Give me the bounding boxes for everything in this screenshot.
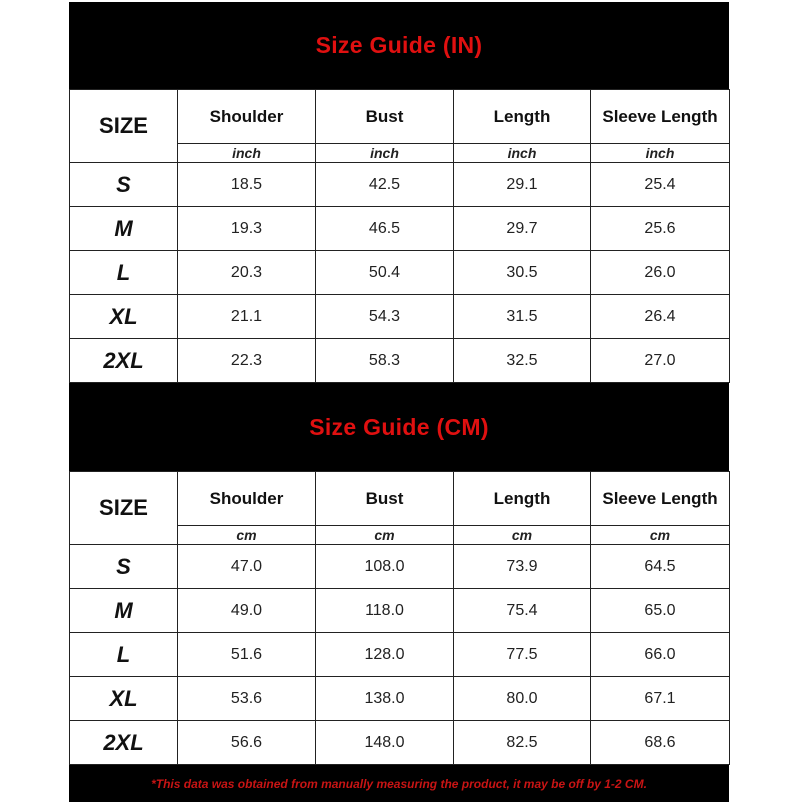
column-header: Bust (316, 90, 454, 144)
measurement-cell: 58.3 (316, 339, 454, 383)
measurement-cell: 53.6 (178, 677, 316, 721)
measurement-cell: 67.1 (591, 677, 730, 721)
size-label: 2XL (70, 721, 178, 765)
size-table (69, 471, 730, 765)
measurement-cell: 29.7 (454, 207, 591, 251)
footer-note-band (69, 765, 729, 802)
section-title: Size Guide (CM) (309, 413, 489, 440)
measurement-cell: 25.4 (591, 163, 730, 207)
size-label: 2XL (70, 339, 178, 383)
size-label: XL (70, 295, 178, 339)
table-row (70, 677, 730, 721)
section-title-band (69, 2, 729, 89)
measurement-cell: 118.0 (316, 589, 454, 633)
measurement-cell: 75.4 (454, 589, 591, 633)
size-label: M (70, 589, 178, 633)
size-table (69, 89, 730, 383)
measurement-cell: 21.1 (178, 295, 316, 339)
measurement-cell: 50.4 (316, 251, 454, 295)
measurement-cell: 20.3 (178, 251, 316, 295)
measurement-cell: 82.5 (454, 721, 591, 765)
measurement-cell: 25.6 (591, 207, 730, 251)
measurement-cell: 80.0 (454, 677, 591, 721)
size-label: M (70, 207, 178, 251)
measurement-cell: 46.5 (316, 207, 454, 251)
measurement-cell: 51.6 (178, 633, 316, 677)
size-column-header: SIZE (70, 472, 178, 545)
unit-label: cm (591, 526, 730, 545)
measurement-cell: 22.3 (178, 339, 316, 383)
measurement-cell: 64.5 (591, 545, 730, 589)
size-label: S (70, 163, 178, 207)
measurement-cell: 66.0 (591, 633, 730, 677)
size-label: S (70, 545, 178, 589)
size-column-header: SIZE (70, 90, 178, 163)
measurement-cell: 31.5 (454, 295, 591, 339)
table-row (70, 251, 730, 295)
size-label: L (70, 633, 178, 677)
measurement-cell: 128.0 (316, 633, 454, 677)
measurement-cell: 30.5 (454, 251, 591, 295)
column-header: Sleeve Length (591, 90, 730, 144)
measurement-cell: 18.5 (178, 163, 316, 207)
column-header: Bust (316, 472, 454, 526)
table-row (70, 545, 730, 589)
unit-label: cm (454, 526, 591, 545)
unit-label: inch (316, 144, 454, 163)
measurement-cell: 26.0 (591, 251, 730, 295)
size-label: XL (70, 677, 178, 721)
unit-label: inch (454, 144, 591, 163)
table-row (70, 207, 730, 251)
measurement-cell: 73.9 (454, 545, 591, 589)
table-row (70, 589, 730, 633)
measurement-cell: 32.5 (454, 339, 591, 383)
column-header: Shoulder (178, 472, 316, 526)
unit-label: cm (316, 526, 454, 545)
column-header: Sleeve Length (591, 472, 730, 526)
unit-label: cm (178, 526, 316, 545)
measurement-cell: 108.0 (316, 545, 454, 589)
measurement-cell: 68.6 (591, 721, 730, 765)
table-row (70, 633, 730, 677)
column-header: Shoulder (178, 90, 316, 144)
measurement-cell: 138.0 (316, 677, 454, 721)
section-title: Size Guide (IN) (315, 32, 483, 58)
measurement-cell: 148.0 (316, 721, 454, 765)
measurement-cell: 65.0 (591, 589, 730, 633)
measurement-cell: 49.0 (178, 589, 316, 633)
section-title-band (69, 383, 729, 471)
measurement-cell: 42.5 (316, 163, 454, 207)
table-row (70, 721, 730, 765)
size-label: L (70, 251, 178, 295)
unit-label: inch (178, 144, 316, 163)
table-row (70, 295, 730, 339)
footer-note: *This data was obtained from manually measuring the product, it may be off by 1-2 CM. (151, 776, 647, 791)
unit-label: inch (591, 144, 730, 163)
column-header: Length (454, 472, 591, 526)
measurement-cell: 29.1 (454, 163, 591, 207)
size-guide-sheet (69, 2, 729, 802)
table-row (70, 339, 730, 383)
measurement-cell: 56.6 (178, 721, 316, 765)
measurement-cell: 47.0 (178, 545, 316, 589)
measurement-cell: 54.3 (316, 295, 454, 339)
table-row (70, 163, 730, 207)
measurement-cell: 19.3 (178, 207, 316, 251)
measurement-cell: 77.5 (454, 633, 591, 677)
measurement-cell: 26.4 (591, 295, 730, 339)
measurement-cell: 27.0 (591, 339, 730, 383)
column-header: Length (454, 90, 591, 144)
